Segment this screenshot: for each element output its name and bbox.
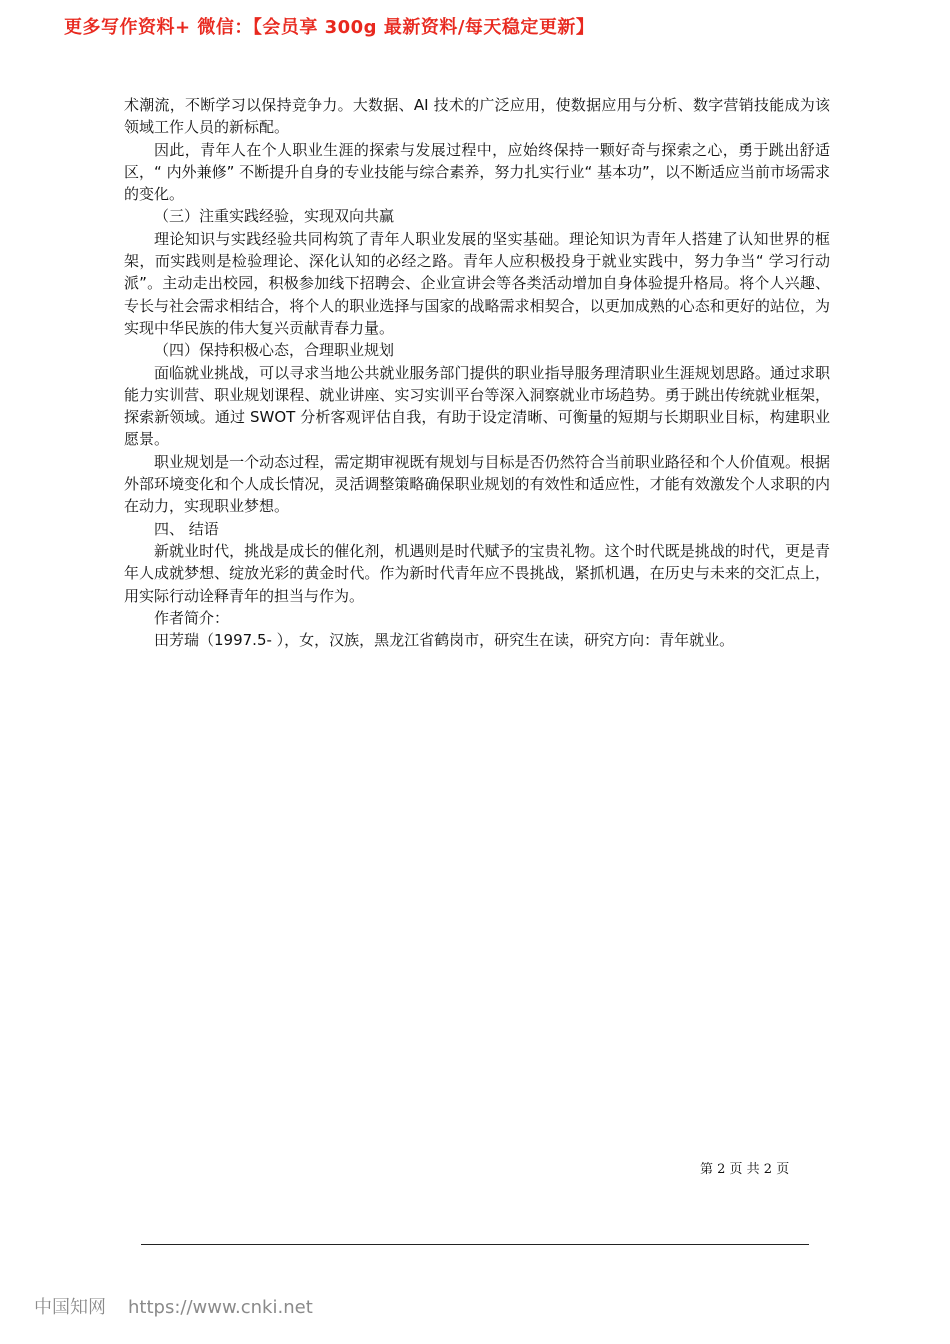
footer-divider [141, 1244, 809, 1245]
watermark-url: https://www.cnki.net [128, 1297, 313, 1318]
paragraph: 理论知识与实践经验共同构筑了青年人职业发展的坚实基础。理论知识为青年人搭建了认知世界的框架，而实践则是检验理论、深化认知的必经之路。青年人应积极投身于就业实践中，努力争当“ 学习行动派”。主动走出校园，积极参加线下招聘会、企业宣讲会等各类活动增加自身体验提升格局。将个人兴趣、专长与社会需求相结合，将个人的职业选择与国家的战略需求相契合，以更加成熟的心态和更好的站位，为实现中华民族的伟大复兴贡献青春力量。 [124, 229, 830, 337]
author-bio: 田芳瑞（1997.5- ），女，汉族，黑龙江省鹤岗市，研究生在读，研究方向：青年就业。 [154, 631, 735, 650]
watermark-brand: 中国知网 [34, 1297, 106, 1318]
author-bio-heading: 作者简介： [154, 608, 230, 627]
cnki-watermark [34, 1293, 313, 1319]
section-heading-4: （四）保持积极心态，合理职业规划 [154, 341, 395, 360]
promo-banner: 更多写作资料+ 微信：【会员享 300g 最新资料/每天稳定更新】 [64, 17, 595, 38]
section-heading-3: （三）注重实践经验，实现双向共赢 [154, 207, 395, 226]
paragraph: 新就业时代，挑战是成长的催化剂，机遇则是时代赋予的宝贵礼物。这个时代既是挑战的时代，更是青年人成就梦想、绽放光彩的黄金时代。作为新时代青年应不畏挑战，紧抓机遇，在历史与未来的交汇点上，用实际行动诠释青年的担当与作为。 [124, 541, 830, 605]
section-heading-conclusion: 四、 结语 [154, 519, 219, 538]
paragraph: 因此，青年人在个人职业生涯的探索与发展过程中，应始终保持一颗好奇与探索之心，勇于跳出舒适区，“ 内外兼修” 不断提升自身的专业技能与综合素养，努力扎实行业“ 基本功”，以不断适应当前市场需求的变化。 [124, 140, 830, 204]
document-body [124, 94, 830, 651]
paragraph-continuation: 术潮流，不断学习以保持竞争力。大数据、AI 技术的广泛应用，使数据应用与分析、数字营销技能成为该领域工作人员的新标配。 [124, 96, 830, 137]
page-number: 第 2 页 共 2 页 [700, 1162, 790, 1177]
paragraph: 职业规划是一个动态过程，需定期审视既有规划与目标是否仍然符合当前职业路径和个人价值观。根据外部环境变化和个人成长情况，灵活调整策略确保职业规划的有效性和适应性，才能有效激发个人求职的内在动力，实现职业梦想。 [124, 452, 830, 516]
paragraph: 面临就业挑战，可以寻求当地公共就业服务部门提供的职业指导服务理清职业生涯规划思路。通过求职能力实训营、职业规划课程、就业讲座、实习实训平台等深入洞察就业市场趋势。勇于跳出传统就业框架，探索新领域。通过 SWOT 分析客观评估自我，有助于设定清晰、可衡量的短期与长期职业目标，构建职业愿景。 [124, 363, 830, 449]
